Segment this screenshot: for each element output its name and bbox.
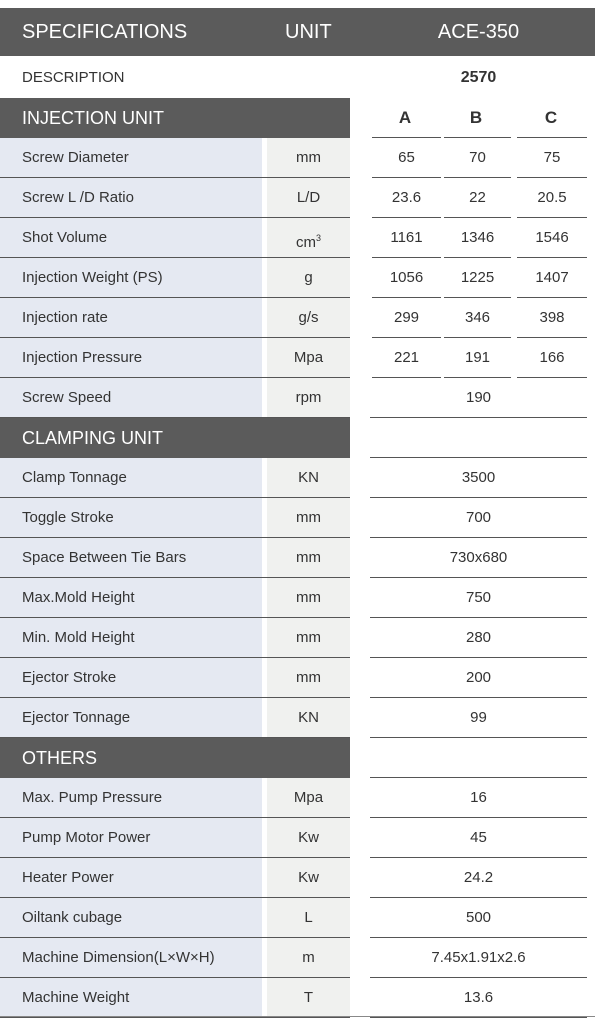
table-row [0,898,595,938]
row-value-b: 191 [464,349,491,366]
row-label-cell [0,658,262,698]
row-value-a: 1056 [389,269,424,286]
row-label-cell [0,378,262,418]
row-label: Toggle Stroke [22,509,114,526]
table-row [0,298,595,338]
description-row [0,58,595,98]
row-label-cell [0,818,262,858]
row-unit: KN [267,698,350,738]
row-label: Screw Speed [22,389,112,406]
row-label: Max. Pump Pressure [22,789,163,806]
row-label-cell [0,218,262,258]
row-value-a: 65 [398,149,415,166]
row-label: Machine Dimension(L×W×H) [22,949,215,966]
row-unit: mm [267,498,350,538]
row-label-cell [0,978,262,1018]
row-value: 190 [465,389,492,406]
header-specifications: SPECIFICATIONS [22,21,188,43]
table-row [0,938,595,978]
row-unit: mm [267,538,350,578]
row-label: Min. Mold Height [22,629,135,646]
table-row [0,338,595,378]
table-row [0,618,595,658]
row-label-cell [0,578,262,618]
row-value-divider [370,417,587,418]
row-label: Screw Diameter [22,149,129,166]
row-value-b: 346 [464,309,491,326]
row-value-a: 299 [393,309,420,326]
row-value-c: 1546 [535,229,569,246]
row-value-c: 75 [543,149,561,166]
row-unit: rpm [267,378,350,418]
row-value-c: 1407 [535,269,569,286]
row-value-c: 398 [539,309,565,326]
row-value-a: 1161 [390,229,423,246]
row-value: 7.45x1.91x2.6 [431,949,526,966]
row-label: Injection rate [22,309,108,326]
row-unit: Kw [267,818,350,858]
row-label: Ejector Stroke [22,669,117,686]
table-header [0,8,595,56]
row-value-a: 23.6 [391,189,422,206]
row-label-cell [0,938,262,978]
row-unit: g/s [267,298,350,338]
row-label: Ejector Tonnage [22,709,131,726]
table-row [0,178,595,218]
row-value: 200 [465,669,492,686]
row-unit: Mpa [267,778,350,818]
table-row [0,858,595,898]
row-unit: mm [267,578,350,618]
column-header-a: A [398,108,412,127]
table-row [0,698,595,738]
row-unit: mm [267,618,350,658]
row-label-cell [0,698,262,738]
row-label-cell [0,538,262,578]
row-label-cell [0,458,262,498]
table-row [0,258,595,298]
row-unit: Kw [267,858,350,898]
row-value-b: 22 [469,189,486,206]
row-value: 700 [465,509,492,526]
row-label: Clamp Tonnage [22,469,127,486]
row-unit: mm [267,138,350,178]
row-label-cell [0,138,262,178]
table-row [0,538,595,578]
table-row [0,218,595,258]
row-value: 16 [470,789,487,806]
row-unit: $cm^3$ [267,218,350,258]
row-value-b: 70 [469,149,486,166]
row-value-b: 1346 [460,229,495,246]
description-label: DESCRIPTION [22,69,125,86]
table-row [0,378,595,418]
row-value: 730x680 [449,549,508,566]
row-value-a: 221 [393,349,420,366]
row-divider [0,1017,350,1018]
section-header: INJECTION UNIT [0,98,350,138]
row-label: Injection Weight (PS) [22,269,163,286]
row-unit: m [267,938,350,978]
row-unit: L/D [267,178,350,218]
row-unit: L [267,898,350,938]
row-value: 280 [465,629,492,646]
row-value-divider [370,1017,587,1018]
row-value: 99 [470,709,487,726]
row-value: 500 [465,909,492,926]
row-unit: g [267,258,350,298]
row-label-cell [0,858,262,898]
row-label: Space Between Tie Bars [22,549,187,566]
row-value-c: 20.5 [537,189,567,206]
table-bottom-border [0,1016,595,1017]
row-unit: KN [267,458,350,498]
row-label: Shot Volume [22,229,108,246]
row-value: 750 [465,589,492,606]
header-model: ACE-350 [437,21,520,43]
row-label: Max.Mold Height [22,589,135,606]
table-row [0,658,595,698]
row-value-c: 166 [539,349,565,366]
row-value: 45 [470,829,487,846]
row-label-cell [0,178,262,218]
row-label: Oiltank cubage [22,909,123,926]
row-value: 3500 [461,469,496,486]
header-unit: UNIT [285,21,332,43]
row-label: Machine Weight [22,989,130,1006]
table-row [0,498,595,538]
row-value: 13.6 [463,989,494,1006]
column-header-b: B [469,108,483,127]
table-row [0,818,595,858]
description-value: 2570 [460,69,497,86]
row-value: 24.2 [463,869,494,886]
table-row [0,458,595,498]
row-label-cell [0,258,262,298]
row-label: Injection Pressure [22,349,143,366]
row-label-cell [0,338,262,378]
row-value-b: 1225 [460,269,495,286]
section-header: CLAMPING UNIT [0,418,350,458]
row-label-cell [0,898,262,938]
row-unit: T [267,978,350,1018]
row-label: Screw L /D Ratio [22,189,134,206]
row-label-cell [0,298,262,338]
table-row [0,978,595,1018]
section-header: OTHERS [0,738,350,778]
row-value-divider [370,737,587,738]
row-label: Heater Power [22,869,114,886]
row-label: Pump Motor Power [22,829,151,846]
row-unit: Mpa [267,338,350,378]
table-row [0,778,595,818]
table-row [0,138,595,178]
row-label-cell [0,498,262,538]
table-row [0,578,595,618]
row-label-cell [0,778,262,818]
row-unit: mm [267,658,350,698]
column-header-c: C [544,108,558,127]
row-label-cell [0,618,262,658]
